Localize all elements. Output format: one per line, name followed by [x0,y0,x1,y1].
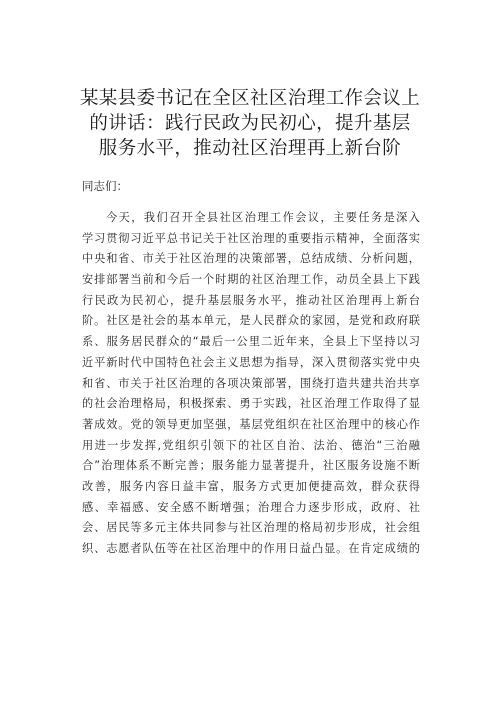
body-line: 感、幸福感、安全感不断增强；治理合力逐步形成，政府、社 [82,500,420,514]
body-line: 学习贯彻习近平总书记关于社区治理的重要指示精神，全面落实 [82,231,420,245]
document-title [60,86,440,161]
body-line: 会、居民等多元主体共同参与社区治理的格局初步形成，社会组 [82,521,420,535]
title-line-2: 的讲话：践行民政为民初心，提升基层 [89,113,411,134]
body-line: 系、服务居民群众的“最后一公里二近年来，全县上下坚持以习 [82,335,420,349]
body-line: 用进一步发挥,党组织引领下的社区自治、法治、德治“三治融 [82,438,420,452]
body-paragraph [82,208,420,560]
body-line: 和省、市关于社区治理的各项决策部署，围绕打造共建共治共享 [82,376,420,390]
salutation: 同志们： [82,179,128,193]
title-line-1: 某某县委书记在全区社区治理工作会议上 [79,88,421,109]
body-line: 行民政为民初心，提升基层服务水平，推动社区治理再上新台 [82,293,420,307]
body-line: 中央和省、市关于社区治理的决策部署，总结成绩、分析问题， [82,252,420,266]
body-line: 织、志愿者队伍等在社区治理中的作用日益凸显。在肯定成绩的 [82,542,420,555]
body-line: 合”治理体系不断完善；服务能力显著提升，社区服务设施不断 [82,459,420,473]
body-line: 今天，我们召开全县社区治理工作会议，主要任务是深入 [106,211,420,224]
body-line: 改善，服务内容日益丰富，服务方式更加便捷高效，群众获得 [82,479,420,493]
body-line: 安排部署当前和今后一个时期的社区治理工作，动员全县上下践 [82,273,420,287]
body-line: 著成效。党的领导更加坚强，基层党组织在社区治理中的核心作 [82,417,420,431]
title-line-3: 服务水平，推动社区治理再上新台阶 [98,138,402,159]
body-line: 阶。社区是社会的基本单元，是人民群众的家园，是党和政府联 [82,314,420,328]
body-line: 的社会治理格局，积极探索、勇于实践，社区治理工作取得了显 [82,397,420,411]
body-line: 近平新时代中国特色社会主义思想为指导，深入贯彻落实党中央 [82,355,420,369]
